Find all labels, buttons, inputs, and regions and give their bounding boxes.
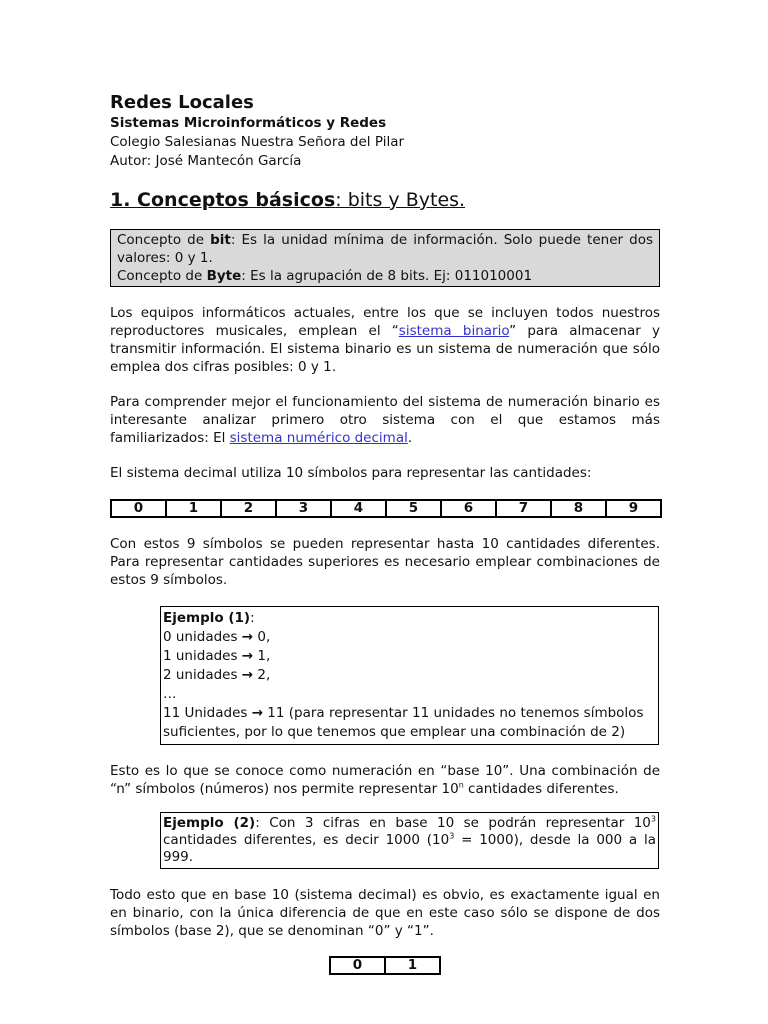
example-1-last-right: 11 (para representar 11 unidades no tenemos símbolos suficientes, por lo que tenemos que emplear una combinación de 2): [163, 705, 644, 740]
byte-text: : Es la agrupación de 8 bits. Ej: 011010001: [241, 268, 533, 284]
decimal-digit-cell: 2: [221, 500, 276, 517]
example-1-line-right: 2,: [253, 667, 271, 683]
example-2-text-3: = 1000), desde la 000 a la 999.: [163, 832, 656, 865]
example-1-line: [163, 647, 656, 666]
binary-digits-table: [329, 956, 441, 975]
example-2-heading: Ejemplo (2): [163, 815, 256, 831]
arrow-icon: →: [251, 705, 264, 721]
example-1-heading-line: [163, 609, 656, 628]
example-2-text-2: cantidades diferentes, es decir 1000 (10: [163, 832, 450, 848]
link-sistema-binario[interactable]: sistema binario: [398, 323, 510, 339]
decimal-digit-cell: 0: [111, 500, 166, 517]
para1-before: Los equipos informáticos actuales, entre los que se incluyen todos nuestros reproductores musicales, emplean el “: [110, 305, 660, 339]
example-2-sup-2: 3: [449, 831, 455, 841]
school-name: Colegio Salesianas Nuestra Señora del Pilar: [110, 134, 405, 150]
example-2-sup-1: 3: [650, 814, 656, 824]
byte-definition: [117, 267, 653, 285]
byte-prefix: Concepto de: [117, 268, 207, 284]
link-sistema-decimal[interactable]: sistema numérico decimal: [229, 430, 408, 446]
arrow-icon: →: [241, 648, 254, 664]
paragraph-decimal-symbols: El sistema decimal utiliza 10 símbolos para representar las cantidades:: [110, 465, 592, 481]
bit-text: : Es la unidad mínima de información. Solo puede tener dos valores: 0 y 1.: [117, 232, 653, 266]
paragraph-combinations: Con estos 9 símbolos se pueden representar hasta 10 cantidades diferentes. Para representar cantidades superiores es necesario emplear combinaciones de estos 9 símbolos.: [110, 536, 660, 588]
example-1-line-left: 0 unidades: [163, 629, 242, 645]
example-1-heading: Ejemplo (1): [163, 610, 251, 626]
section-heading: [110, 187, 660, 213]
decimal-digit-cell: 8: [551, 500, 606, 517]
decimal-digits-table: [110, 499, 662, 518]
paragraph-decimal-intro: [110, 393, 660, 447]
example-1-line: [163, 666, 656, 685]
document-subtitle: Sistemas Microinformáticos y Redes: [110, 115, 387, 131]
decimal-digit-cell: 1: [166, 500, 221, 517]
paragraph-base-10: [110, 762, 660, 798]
paragraph-binary-intro: [110, 304, 660, 376]
example-1-line-right: 0,: [253, 629, 271, 645]
example-1-line: [163, 628, 656, 647]
decimal-digit-cell: 5: [386, 500, 441, 517]
example-1-colon: :: [250, 610, 255, 626]
decimal-digits-row: [111, 500, 661, 517]
para1-after: ” para almacenar y transmitir información. El sistema binario es un sistema de numeración que sólo emplea dos cifras posibles: 0 y 1.: [110, 323, 661, 375]
para2-before: Para comprender mejor el funcionamiento del sistema de numeración binario es interesante analizar primero otro sistema con el que estamos más familiarizados: El: [110, 394, 660, 446]
paragraph-binary-base: Todo esto que en base 10 (sistema decimal) es obvio, es exactamente igual en en binario, con la única diferencia de que en este caso sólo se dispone de dos símbolos (base 2), que se denominan “0” y “1”.: [110, 887, 660, 939]
example-1-box: [160, 606, 659, 745]
definitions-box: [110, 229, 660, 287]
example-1-ellipsis: …: [163, 686, 177, 702]
decimal-digit-cell: 3: [276, 500, 331, 517]
example-2-box: [160, 812, 659, 869]
example-1-line-left: 1 unidades: [163, 648, 242, 664]
para5-before: Esto es lo que se conoce como numeración en “base 10”. Una combinación de “n” símbolos (números) nos permite representar 10: [110, 763, 660, 797]
arrow-icon: →: [241, 629, 254, 645]
decimal-digit-cell: 9: [606, 500, 661, 517]
binary-digit-cell: 0: [330, 957, 385, 974]
decimal-digit-cell: 4: [331, 500, 386, 517]
decimal-digit-cell: 7: [496, 500, 551, 517]
binary-digit-cell: 1: [385, 957, 440, 974]
para2-after: .: [407, 430, 413, 446]
binary-digits-row: [330, 957, 440, 974]
decimal-digit-cell: 6: [441, 500, 496, 517]
example-1-last-left: 11 Unidades: [163, 705, 252, 721]
arrow-icon: →: [241, 667, 254, 683]
document-title: Redes Locales: [110, 92, 254, 113]
bit-term: bit: [210, 232, 231, 248]
bit-prefix: Concepto de: [117, 232, 211, 248]
example-1-line-left: 2 unidades: [163, 667, 242, 683]
para5-superscript: n: [458, 780, 464, 790]
example-1-line-right: 1,: [253, 648, 271, 664]
example-1-last-line: [163, 704, 656, 742]
document-page: [110, 92, 660, 975]
bit-definition: [117, 231, 653, 267]
author-line: Autor: José Mantecón García: [110, 153, 302, 169]
example-2-text-1: : Con 3 cifras en base 10 se podrán representar 10: [255, 815, 651, 831]
para5-after: cantidades diferentes.: [463, 781, 619, 797]
section-heading-rest: : bits y Bytes.: [335, 189, 466, 211]
byte-term: Byte: [206, 268, 242, 284]
section-heading-bold: 1. Conceptos básicos: [110, 189, 336, 211]
example-1-lines: [163, 628, 656, 685]
